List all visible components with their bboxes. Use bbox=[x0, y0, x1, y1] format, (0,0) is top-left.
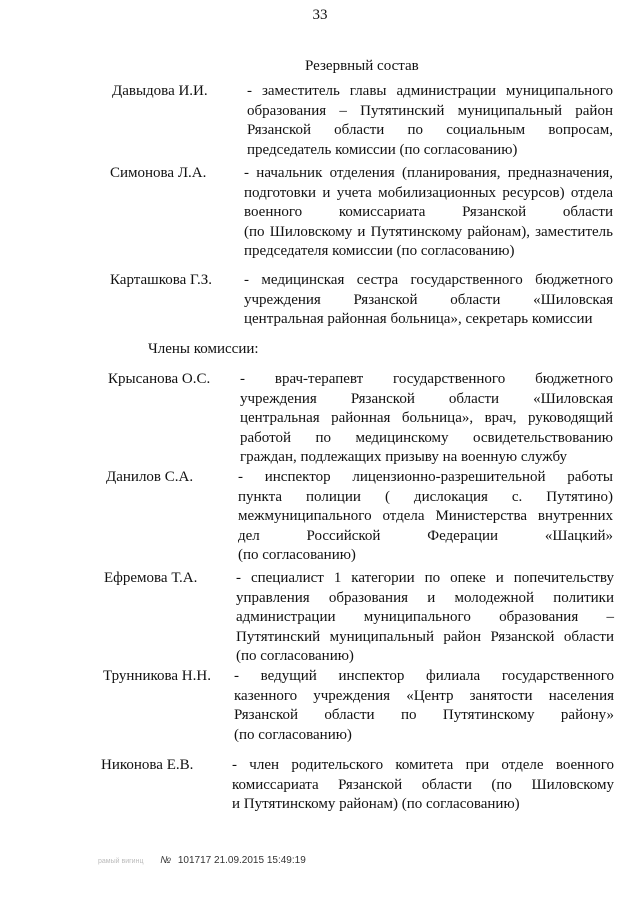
number-sign: № bbox=[160, 855, 172, 866]
position-line: администрации муниципального образования – bbox=[236, 609, 614, 625]
page-number: 33 bbox=[312, 7, 328, 23]
position-line: подготовки и учета мобилизационных ресурсов) отдела bbox=[244, 184, 613, 201]
position-line: межмуниципального отдела Министерства внутренних bbox=[238, 508, 613, 524]
member-name: Крысанова О.С. bbox=[108, 371, 211, 387]
position-line: - ведущий инспектор филиала государственного bbox=[234, 668, 614, 684]
member-name: Симонова Л.А. bbox=[110, 165, 207, 181]
position-line: (по согласованию) bbox=[236, 648, 354, 664]
position-line: - специалист 1 категории по опеке и попечительству bbox=[236, 570, 614, 586]
position-line: (по Шиловскому и Путятинскому районам), заместитель bbox=[244, 223, 613, 240]
member-position bbox=[238, 468, 613, 566]
member-name: Давыдова И.И. bbox=[112, 83, 208, 99]
position-line: пункта полиции ( дислокация с. Путятино) bbox=[238, 488, 613, 505]
member-position bbox=[232, 756, 614, 815]
position-line: управления образования и молодежной политики bbox=[236, 589, 614, 606]
footer-faint-text: рамый вигинц bbox=[98, 858, 144, 865]
member-name: Трунникова Н.Н. bbox=[103, 668, 211, 684]
member-position bbox=[244, 164, 613, 262]
position-line: Рязанской области по социальным вопросам, bbox=[247, 122, 613, 138]
position-line: работой по медицинскому освидетельствованию bbox=[240, 429, 613, 446]
position-line: и Путятинскому районам) (по согласованию) bbox=[232, 796, 520, 812]
member-position bbox=[244, 271, 613, 330]
position-line: центральная районная больница», врач, руководящий bbox=[240, 410, 613, 426]
position-line: Путятинский муниципальный район Рязанской области bbox=[236, 628, 614, 645]
members-title: Члены комиссии: bbox=[148, 341, 259, 357]
position-line: (по согласованию) bbox=[238, 547, 356, 563]
position-line: - медицинская сестра государственного бюджетного bbox=[244, 272, 613, 288]
position-line: председателя комиссии (по согласованию) bbox=[244, 243, 515, 259]
position-line: Рязанской области по Путятинскому району» bbox=[234, 707, 614, 723]
position-line: казенного учреждения «Центр занятости населения bbox=[234, 687, 614, 704]
position-line: дел Российской Федерации «Шацкий» bbox=[238, 527, 613, 544]
reserve-title: Резервный состав bbox=[305, 58, 419, 74]
position-line: - инспектор лицензионно-разрешительной работы bbox=[238, 469, 613, 485]
position-line: председатель комиссии (по согласованию) bbox=[247, 141, 518, 158]
position-line: учреждения Рязанской области «Шиловская bbox=[244, 291, 613, 308]
position-line: (по согласованию) bbox=[234, 726, 352, 743]
member-name: Никонова Е.В. bbox=[101, 757, 194, 773]
position-line: - заместитель главы администрации муниципального bbox=[247, 83, 613, 99]
position-line: образования – Путятинский муниципальный район bbox=[247, 102, 613, 119]
position-line: военного комиссариата Рязанской области bbox=[244, 204, 613, 220]
member-position bbox=[234, 667, 614, 745]
position-line: учреждения Рязанской области «Шиловская bbox=[240, 390, 613, 407]
member-position bbox=[247, 82, 613, 160]
member-name: Ефремова Т.А. bbox=[104, 570, 198, 586]
position-line: - член родительского комитета при отделе военного bbox=[232, 757, 614, 773]
position-line: центральная районная больница», секретарь комиссии bbox=[244, 311, 593, 327]
footer-stamp bbox=[98, 855, 306, 866]
member-position bbox=[240, 370, 613, 468]
position-line: - начальник отделения (планирования, предназначения, bbox=[244, 165, 613, 181]
position-line: граждан, подлежащих призыву на военную службу bbox=[240, 449, 568, 465]
position-line: комиссариата Рязанской области (по Шиловскому bbox=[232, 776, 614, 793]
position-line: - врач-терапевт государственного бюджетного bbox=[240, 371, 613, 387]
registration-stamp: 101717 21.09.2015 15:49:19 bbox=[177, 855, 306, 866]
member-position bbox=[236, 569, 614, 667]
member-name: Карташкова Г.З. bbox=[110, 272, 213, 288]
member-name: Данилов С.А. bbox=[106, 469, 194, 485]
